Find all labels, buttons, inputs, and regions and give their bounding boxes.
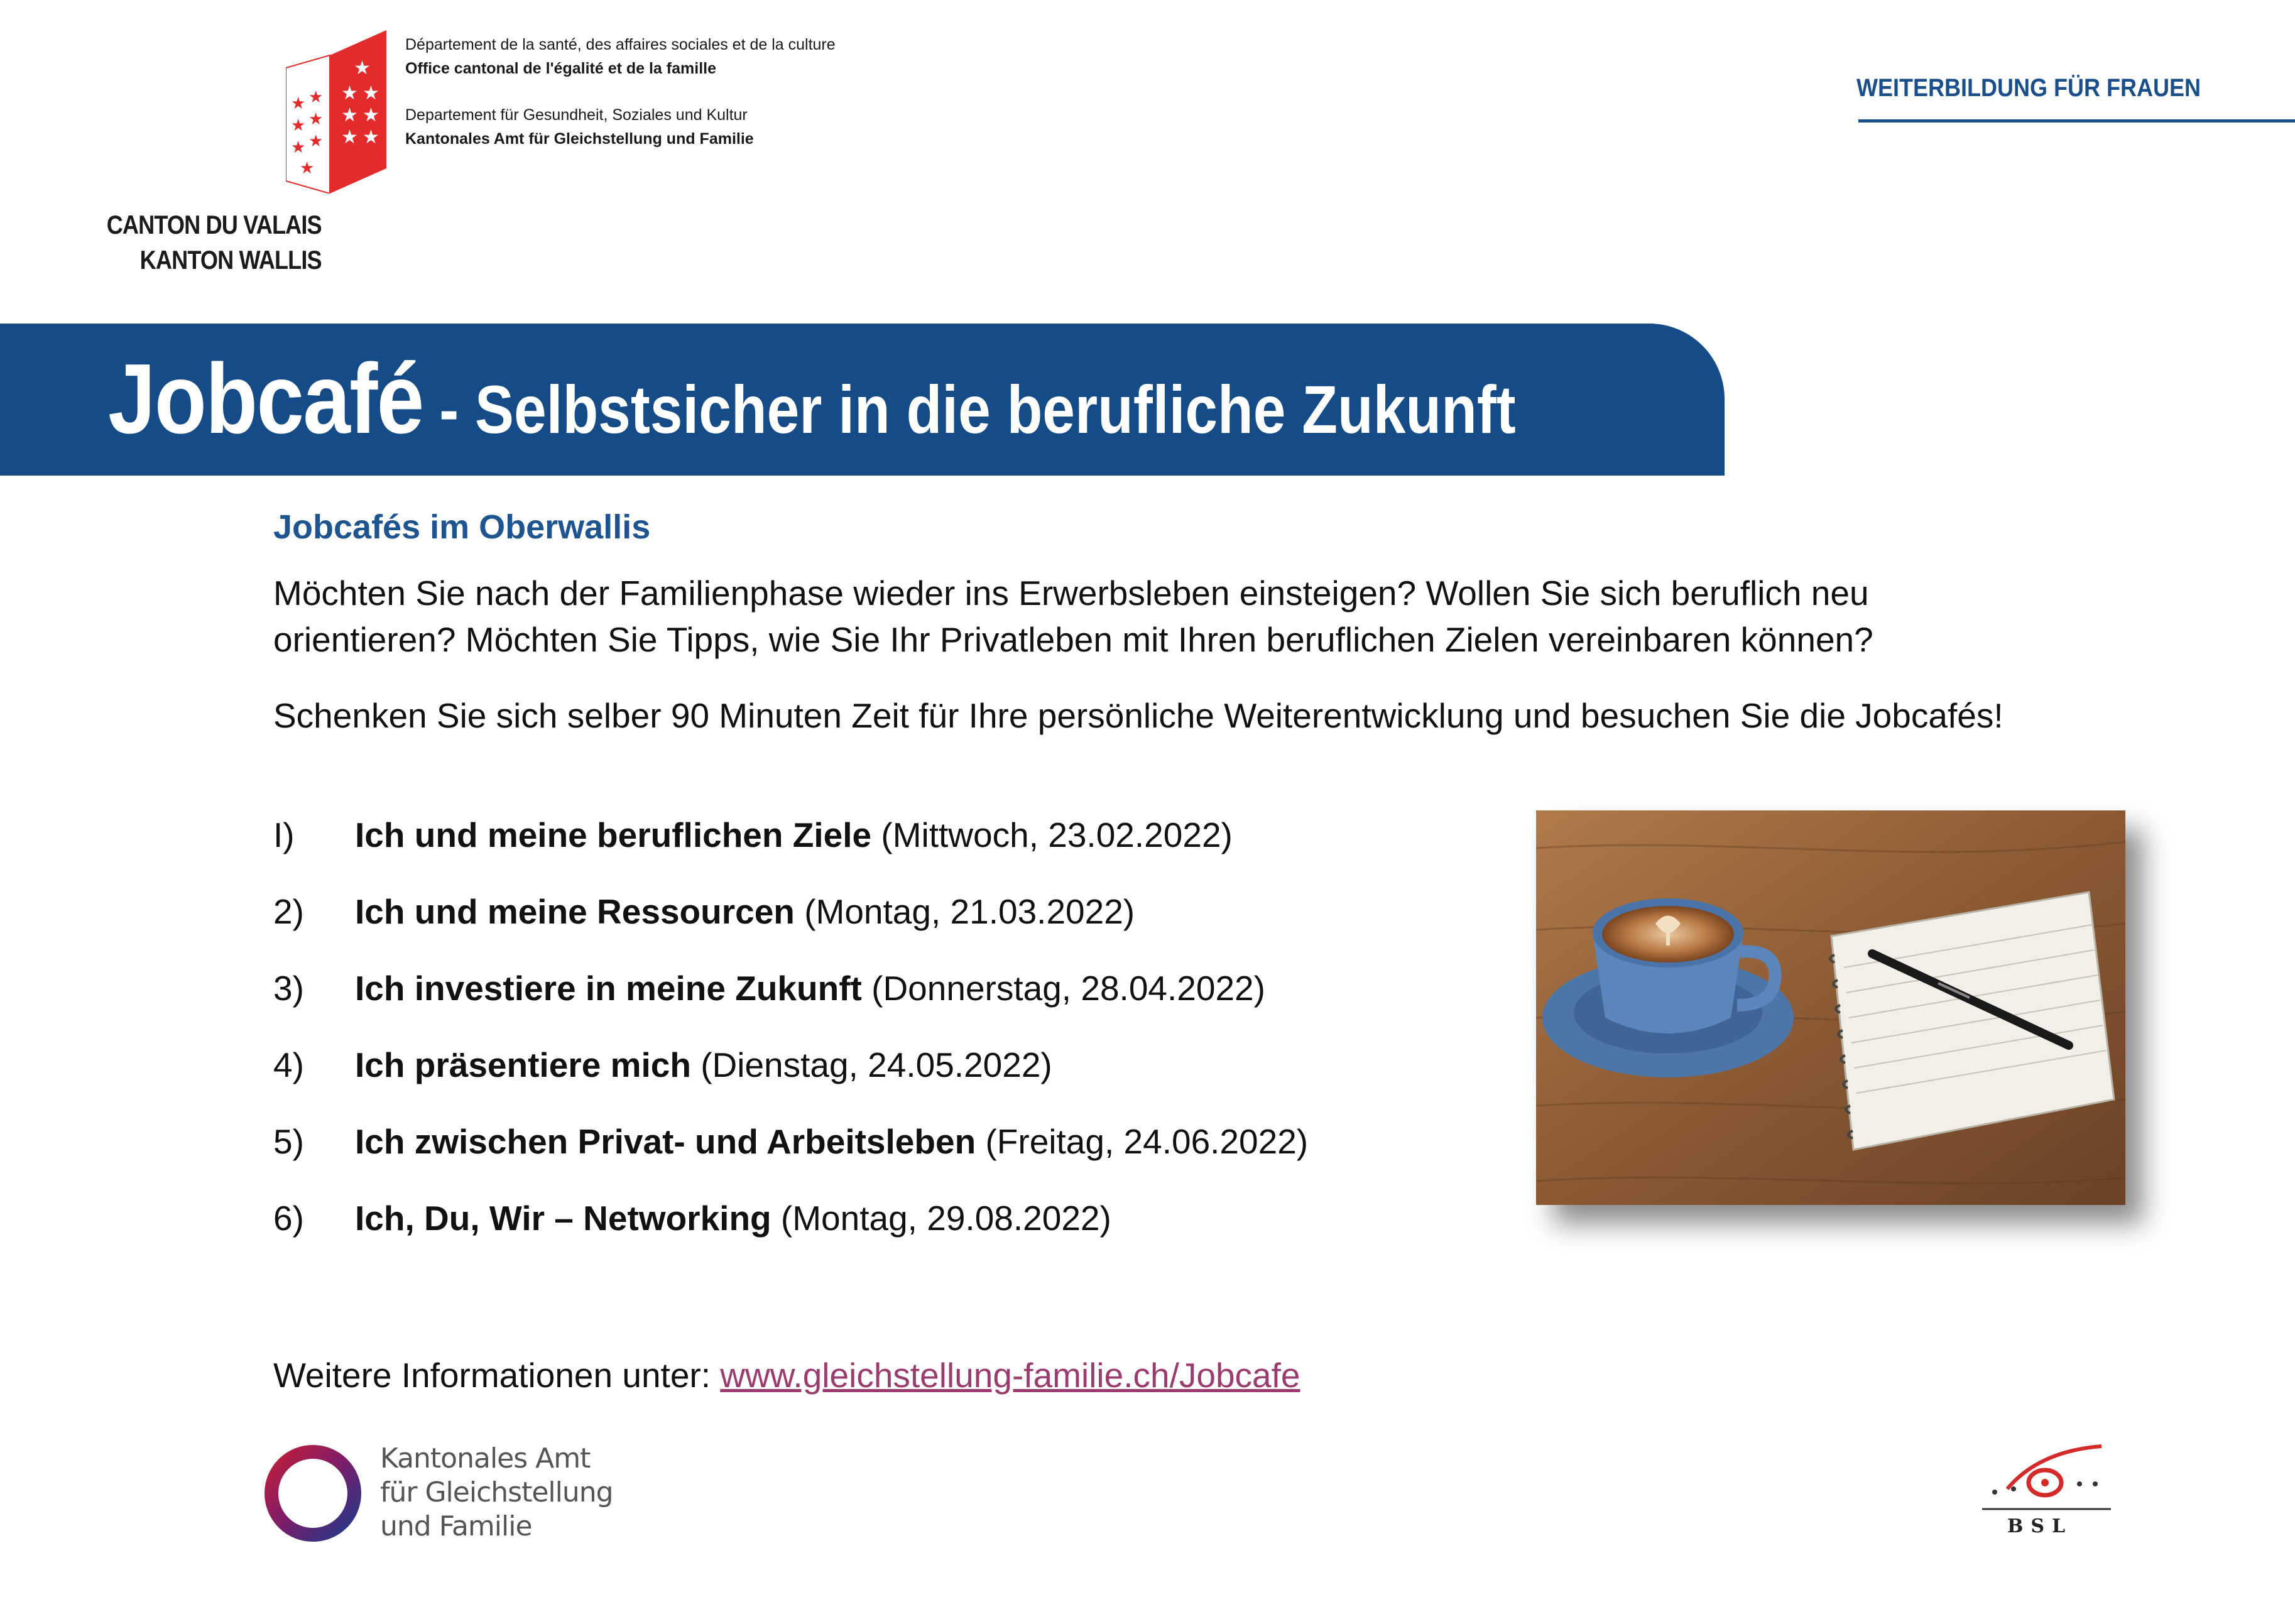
session-item xyxy=(273,1195,1308,1272)
office-de: Kantonales Amt für Gleichstellung und Familie xyxy=(405,130,754,148)
session-number: 4) xyxy=(273,1045,304,1084)
svg-text:★: ★ xyxy=(341,126,358,148)
coffee-notebook-photo xyxy=(1536,810,2125,1205)
session-item xyxy=(273,965,1308,1042)
bsl-label: BSL xyxy=(2007,1515,2073,1537)
equality-office-wordmark xyxy=(380,1442,613,1544)
svg-text:★: ★ xyxy=(291,116,306,135)
svg-text:★: ★ xyxy=(363,82,379,104)
svg-text:★: ★ xyxy=(308,132,324,151)
intro-paragraph: Möchten Sie nach der Familienphase wieder ins Erwerbsleben einsteigen? Wollen Sie sich beruflich neu orientieren? Möchten Sie Tipps, wie Sie Ihr Privatleben mit Ihren beruflichen Zielen vereinbaren können? xyxy=(273,574,1873,659)
more-info-link[interactable]: www.gleichstellung-familie.ch/Jobcafe xyxy=(720,1356,1300,1395)
session-number: 5) xyxy=(273,1122,304,1161)
svg-text:★: ★ xyxy=(300,159,315,178)
session-number: 6) xyxy=(273,1199,304,1238)
session-item xyxy=(273,1042,1308,1118)
svg-text:★: ★ xyxy=(341,104,358,126)
svg-text:★: ★ xyxy=(354,57,371,79)
equality-office-line1: Kantonales Amt xyxy=(380,1442,591,1474)
more-info-line xyxy=(273,1352,1300,1398)
svg-text:★: ★ xyxy=(308,88,324,107)
equality-office-ring-logo xyxy=(263,1443,363,1544)
session-title: Ich und meine beruflichen Ziele xyxy=(355,815,872,854)
session-number: 3) xyxy=(273,969,304,1008)
session-date: (Mittwoch, 23.02.2022) xyxy=(871,815,1233,854)
session-date: (Dienstag, 24.05.2022) xyxy=(690,1045,1052,1084)
equality-office-line2: für Gleichstellung xyxy=(380,1476,613,1508)
canton-name-fr: CANTON DU VALAIS xyxy=(106,210,322,239)
session-title: Ich, Du, Wir – Networking xyxy=(355,1199,771,1238)
session-item xyxy=(273,812,1308,888)
session-date: (Montag, 29.08.2022) xyxy=(771,1199,1111,1238)
session-date: (Freitag, 24.06.2022) xyxy=(976,1122,1309,1161)
section-heading: Jobcafés im Oberwallis xyxy=(273,508,651,546)
more-info-label: Weitere Informationen unter: xyxy=(273,1356,721,1395)
page-title-sub: - Selbstsicher in die berufliche Zukunft xyxy=(423,371,1516,447)
invite-paragraph: Schenken Sie sich selber 90 Minuten Zeit für Ihre persönliche Weiterentwicklung und besuchen Sie die Jobcafés! xyxy=(273,696,2003,735)
equality-office-line3: und Familie xyxy=(380,1510,532,1542)
canton-coat-of-arms-logo xyxy=(286,30,386,193)
session-title: Ich investiere in meine Zukunft xyxy=(355,969,862,1008)
session-date: (Donnerstag, 28.04.2022) xyxy=(861,969,1265,1008)
department-block xyxy=(405,33,836,151)
canton-name-de: KANTON WALLIS xyxy=(139,245,322,275)
svg-text:★: ★ xyxy=(341,82,358,104)
session-item xyxy=(273,1118,1308,1195)
page-title xyxy=(108,342,1516,456)
session-title: Ich und meine Ressourcen xyxy=(355,892,795,931)
session-number: I) xyxy=(273,815,295,854)
category-label: WEITERBILDUNG FÜR FRAUEN xyxy=(1856,74,2201,102)
session-title: Ich präsentiere mich xyxy=(355,1045,691,1084)
session-list xyxy=(273,812,1308,1272)
office-fr: Office cantonal de l'égalité et de la famille xyxy=(405,60,716,77)
svg-text:★: ★ xyxy=(291,94,306,113)
department-fr: Département de la santé, des affaires sociales et de la culture xyxy=(405,36,836,53)
session-number: 2) xyxy=(273,892,304,931)
department-de: Departement für Gesundheit, Soziales und Kultur xyxy=(405,106,748,124)
canton-name xyxy=(107,207,322,278)
svg-text:★: ★ xyxy=(308,110,324,129)
category-underline xyxy=(1858,119,2295,123)
svg-text:★: ★ xyxy=(363,126,379,148)
svg-text:★: ★ xyxy=(291,138,306,157)
session-date: (Montag, 21.03.2022) xyxy=(794,892,1135,931)
session-title: Ich zwischen Privat- und Arbeitsleben xyxy=(355,1122,976,1161)
page-title-main: Jobcafé xyxy=(108,344,423,454)
svg-text:★: ★ xyxy=(363,104,379,126)
session-item xyxy=(273,888,1308,965)
